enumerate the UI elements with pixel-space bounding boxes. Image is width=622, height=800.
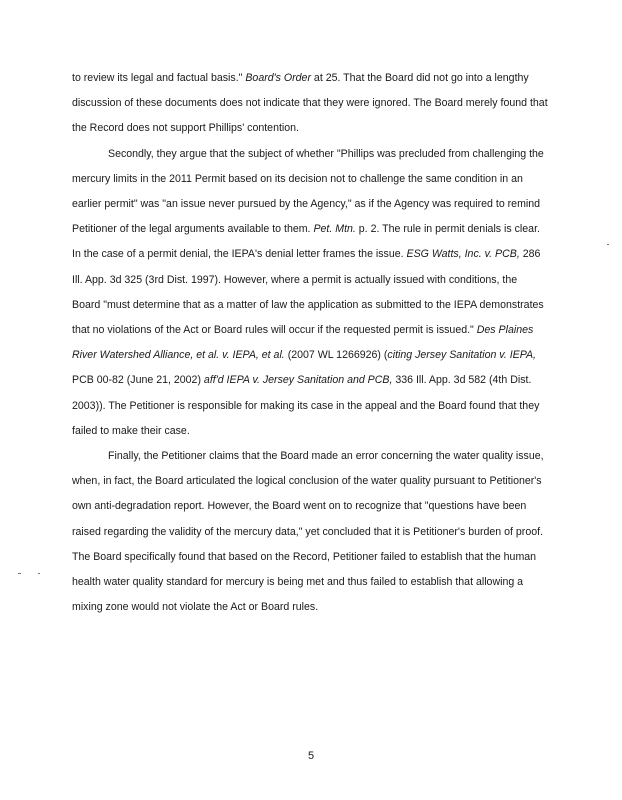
citation-italic: Des Plaines River Watershed Alliance, et al. v. IEPA, et al. (72, 324, 534, 362)
citation-italic: citing Jersey Sanitation v. IEPA, (387, 349, 536, 362)
text-run: at 25. That the Board did not go into a lengthy discussion of these documents does not indicate that they were ignored. The Board merely found that the Record does not support Phillips' contention. (72, 72, 548, 135)
citation-italic: Pet. Mtn. (313, 223, 356, 236)
text-run: (2007 WL 1266926) ( (284, 349, 388, 362)
text-run: PCB 00-82 (June 21, 2002) (72, 374, 204, 387)
citation-italic: Board's Order (245, 72, 311, 84)
paragraph-1 (72, 66, 548, 142)
citation-italic: ESG Watts, Inc. v. PCB, (406, 248, 520, 261)
text-run: 286 Ill. App. 3d 325 (3rd Dist. 1997). However, where a permit is actually issued with conditions, the Board "must determine that as a matter of law the application as submitted to the IEPA demonstrates that no violations of the Act or Board rules will occur if the requested permit is issued." (72, 248, 544, 337)
scan-speck (18, 573, 21, 574)
paragraph-3 (72, 444, 548, 620)
text-run: to review its legal and factual basis." (72, 72, 246, 84)
page-number: 5 (307, 750, 315, 762)
scan-speck (38, 573, 40, 574)
paragraph-2 (72, 142, 548, 444)
scan-speck (607, 244, 609, 245)
citation-italic: aff'd IEPA v. Jersey Sanitation and PCB, (203, 374, 393, 387)
text-run: Finally, the Petitioner claims that the Board made an error concerning the water quality issue, when, in fact, the Board articulated the logical conclusion of the water quality pursuant to Petitioner's own anti-degradation report. However, the Board went on to recognize that "questions have been raised regarding the validity of the mercury data," yet concluded that it is Petitioner's burden of proof. The Board specifically found that based on the Record, Petitioner failed to establish that the human health water quality standard for mercury is being met and thus failed to establish that allowing a mixing zone would not violate the Act or Board rules. (72, 450, 544, 614)
text-run: Secondly, they argue that the subject of whether "Phillips was precluded from challenging the mercury limits in the 2011 Permit based on its decision not to challenge the same condition in an earlier permit" was "an issue never pursued by the Agency," as if the Agency was required to remind Petitioner of the legal arguments available to them. (72, 147, 544, 236)
body-text (72, 66, 548, 620)
text-run: p. 2. The rule in permit denials is clear. In the case of a permit denial, the IEPA's denial letter frames the issue. (72, 223, 540, 261)
text-run: 336 Ill. App. 3d 582 (4th Dist. 2003)). The Petitioner is responsible for making its case in the appeal and the Board found that they failed to make their case. (72, 374, 540, 437)
